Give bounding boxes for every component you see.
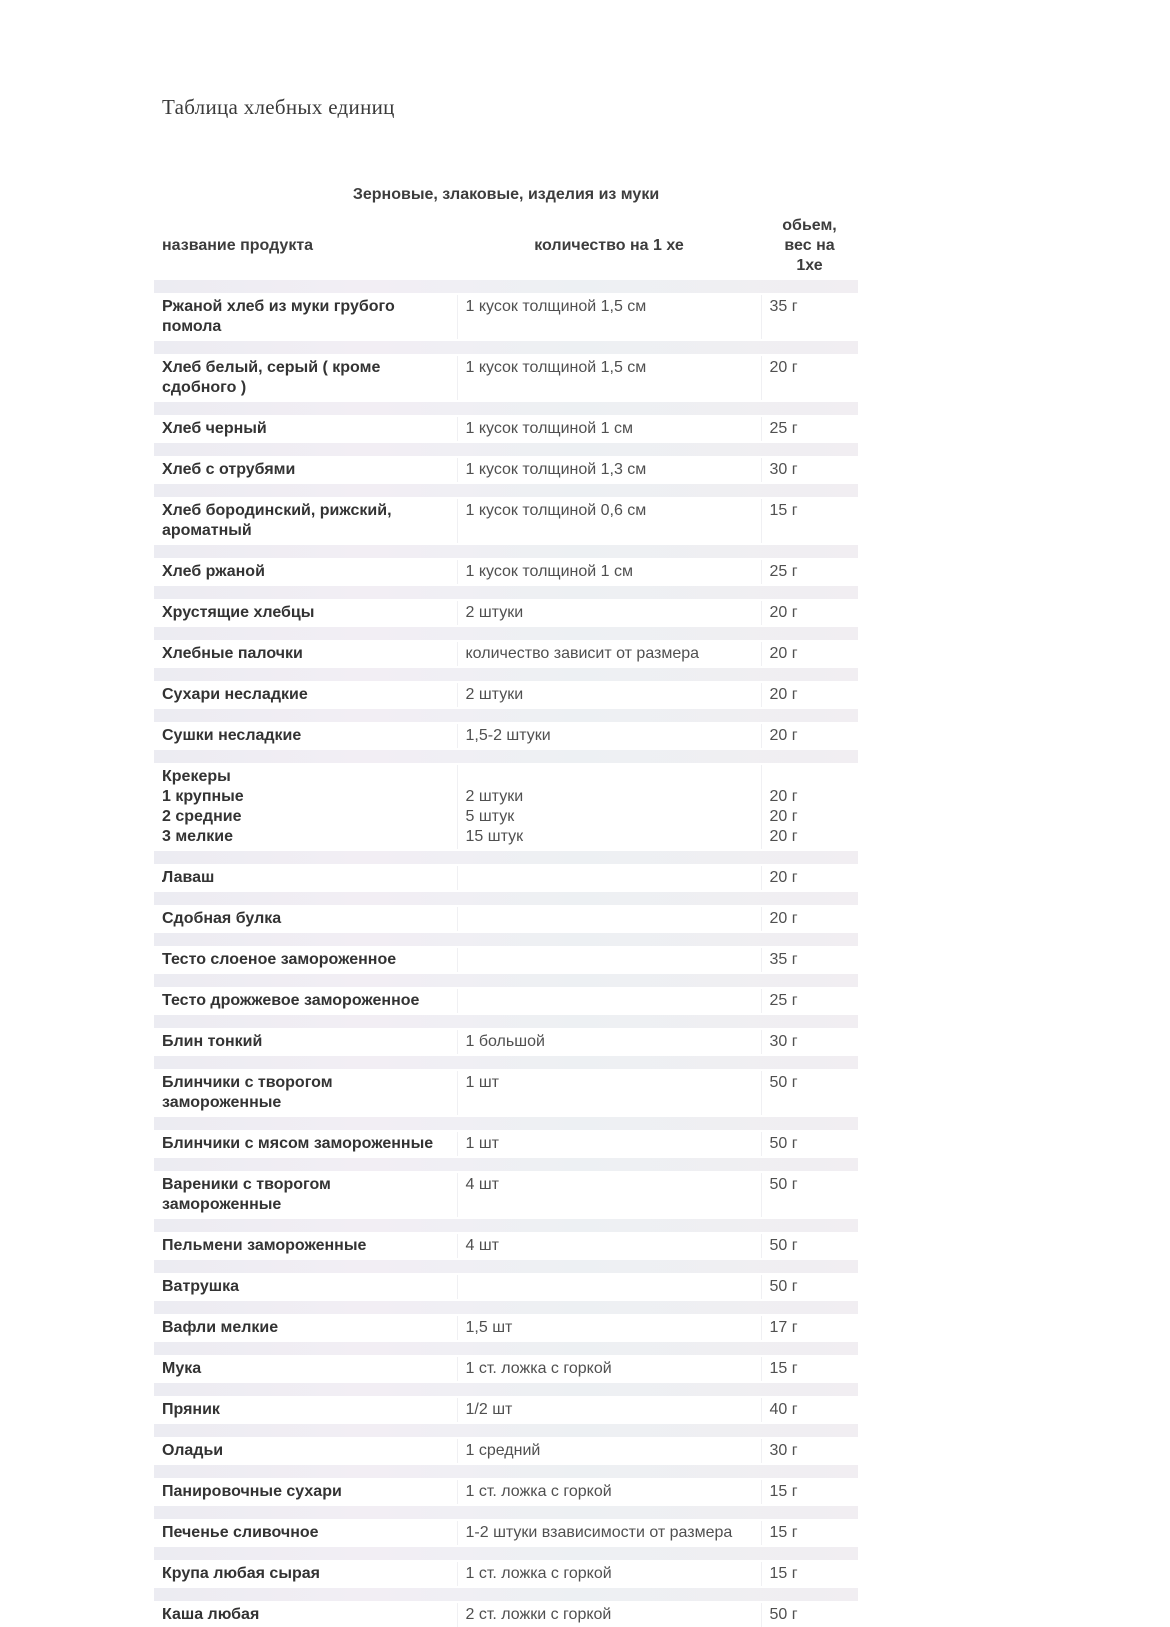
amount-cell-line: 1 большой (465, 1033, 545, 1050)
row-separator (154, 1217, 858, 1234)
product-name-cell (154, 1173, 457, 1217)
table-row (154, 907, 858, 931)
product-name-cell (154, 948, 457, 972)
amount-cell (457, 1357, 761, 1381)
row-separator (154, 584, 858, 601)
weight-cell (761, 866, 858, 890)
row-separator (154, 543, 858, 560)
column-header-weight (761, 214, 858, 278)
row-separator (154, 400, 858, 417)
weight-cell-line: 50 г (769, 1606, 798, 1623)
weight-cell-line: 20 г (769, 645, 798, 662)
amount-cell (457, 1562, 761, 1586)
amount-cell (457, 1132, 761, 1156)
amount-cell-line: 1 кусок толщиной 1 см (465, 420, 633, 437)
product-name-cell-line: Блинчики с творогом (162, 1074, 333, 1091)
row-separator (154, 890, 858, 907)
row-separator (154, 1463, 858, 1480)
amount-cell (457, 499, 761, 543)
weight-cell-line: 50 г (769, 1176, 798, 1193)
table-row (154, 866, 858, 890)
row-separator (154, 1586, 858, 1603)
weight-cell-line: 30 г (769, 1033, 798, 1050)
row-separator (154, 1115, 858, 1132)
product-name-cell-line: Сушки несладкие (162, 727, 302, 744)
weight-cell (761, 907, 858, 931)
table-row (154, 1521, 858, 1545)
product-name-cell (154, 458, 457, 482)
amount-cell (457, 560, 761, 584)
amount-cell-line (466, 868, 761, 888)
bread-units-table (154, 176, 858, 1627)
product-name-cell-line: Оладьи (162, 1442, 224, 1459)
weight-cell (761, 989, 858, 1013)
weight-cell-line: 50 г (769, 1074, 798, 1091)
table-row (154, 1316, 858, 1340)
product-name-cell (154, 1398, 457, 1422)
amount-cell (457, 642, 761, 666)
amount-cell-line: 1,5 шт (465, 1319, 513, 1336)
weight-cell-line: 15 г (769, 1524, 798, 1541)
amount-cell-line (466, 950, 761, 970)
amount-cell-line: 2 ст. ложки с горкой (465, 1606, 612, 1623)
page-title: Таблица хлебных единиц (162, 95, 395, 119)
product-name-cell (154, 1071, 457, 1115)
product-name-cell (154, 1357, 457, 1381)
product-name-cell-line: Мука (162, 1360, 202, 1377)
weight-cell (761, 724, 858, 748)
product-name-cell-line: Крекеры (162, 768, 231, 785)
product-name-cell (154, 295, 457, 339)
weight-cell (761, 601, 858, 625)
amount-cell (457, 683, 761, 707)
weight-cell-line: 20 г (769, 808, 798, 825)
amount-cell (457, 1603, 761, 1627)
weight-cell-line: 25 г (769, 420, 798, 437)
weight-cell (761, 1521, 858, 1545)
product-name-cell (154, 765, 457, 849)
weight-cell (761, 560, 858, 584)
amount-cell (457, 458, 761, 482)
amount-cell (457, 417, 761, 441)
product-name-cell (154, 1316, 457, 1340)
amount-cell-line (466, 767, 761, 787)
weight-cell (761, 1603, 858, 1627)
amount-cell (457, 601, 761, 625)
product-name-cell-line: Сдобная булка (162, 910, 282, 927)
row-separator (154, 625, 858, 642)
amount-cell-line: 4 шт (465, 1237, 500, 1254)
weight-cell (761, 1132, 858, 1156)
weight-cell (761, 642, 858, 666)
table-row (154, 1603, 858, 1627)
weight-cell (761, 765, 858, 849)
row-separator (154, 1381, 858, 1398)
weight-cell-line: 25 г (769, 992, 798, 1009)
table-row (154, 1071, 858, 1115)
product-name-cell-line: Хрустящие хлебцы (162, 604, 315, 621)
amount-cell-line: 1 кусок толщиной 1,3 см (465, 461, 647, 478)
row-separator (154, 1340, 858, 1357)
product-name-cell-line: Крупа любая сырая (162, 1565, 320, 1582)
row-separator (154, 1504, 858, 1521)
weight-cell (761, 1439, 858, 1463)
row-separator (154, 1422, 858, 1439)
table-row (154, 1173, 858, 1217)
product-name-cell-line: 3 мелкие (162, 828, 233, 845)
amount-cell-line: 1 кусок толщиной 1,5 см (465, 298, 647, 315)
row-separator (154, 972, 858, 989)
amount-cell (457, 1398, 761, 1422)
weight-cell-line: 15 г (769, 502, 798, 519)
amount-cell (457, 1521, 761, 1545)
weight-cell-line: 30 г (769, 461, 798, 478)
amount-cell-line: 1 кусок толщиной 0,6 см (465, 502, 647, 519)
table-row (154, 683, 858, 707)
weight-cell (761, 417, 858, 441)
amount-cell (457, 1439, 761, 1463)
product-name-cell (154, 642, 457, 666)
weight-cell (761, 1480, 858, 1504)
column-header-weight-line: 1хе (796, 257, 823, 274)
section-title: Зерновые, злаковые, изделия из муки (352, 186, 660, 203)
amount-cell (457, 1316, 761, 1340)
table-row (154, 765, 858, 849)
row-separator (154, 1258, 858, 1275)
product-name-cell (154, 1603, 457, 1627)
product-name-cell (154, 907, 457, 931)
amount-cell-line (466, 991, 761, 1011)
weight-cell-line: 20 г (769, 788, 798, 805)
weight-cell-line: 25 г (769, 563, 798, 580)
amount-cell (457, 1480, 761, 1504)
weight-cell (761, 948, 858, 972)
amount-cell-line: 1 средний (465, 1442, 541, 1459)
product-name-cell (154, 1562, 457, 1586)
amount-cell-line: 1 ст. ложка с горкой (465, 1483, 612, 1500)
weight-cell (761, 1275, 858, 1299)
amount-cell-line: 2 штуки (465, 604, 524, 621)
weight-cell-line: 50 г (769, 1237, 798, 1254)
product-name-cell (154, 1521, 457, 1545)
product-name-cell-line: Вареники с творогом (162, 1176, 331, 1193)
product-name-cell-line: Ватрушка (162, 1278, 239, 1295)
amount-cell (457, 1173, 761, 1217)
product-name-cell-line: Хлебные палочки (162, 645, 303, 662)
table-row (154, 560, 858, 584)
row-separator (154, 1156, 858, 1173)
weight-cell (761, 1071, 858, 1115)
amount-cell-line: 1,5-2 штуки (465, 727, 551, 744)
weight-cell-line: 35 г (769, 298, 798, 315)
product-name-cell-line: Тесто слоеное замороженное (162, 951, 397, 968)
column-header-name: название продукта (162, 237, 314, 254)
section-header-row (154, 176, 858, 214)
weight-cell (761, 1357, 858, 1381)
weight-cell (761, 458, 858, 482)
product-name-cell-line: Ржаной хлеб из муки грубого (162, 298, 395, 315)
product-name-cell-line: помола (162, 318, 222, 335)
amount-cell-line: 1/2 шт (465, 1401, 513, 1418)
row-separator (154, 666, 858, 683)
table-row (154, 1480, 858, 1504)
weight-cell-line: 15 г (769, 1565, 798, 1582)
weight-cell-line: 20 г (769, 869, 798, 886)
weight-cell-line: 50 г (769, 1135, 798, 1152)
table-row (154, 948, 858, 972)
weight-cell-line: 40 г (769, 1401, 798, 1418)
product-name-cell-line: Пряник (162, 1401, 220, 1418)
amount-cell (457, 765, 761, 849)
weight-cell-line: 20 г (769, 910, 798, 927)
product-name-cell (154, 1030, 457, 1054)
amount-cell (457, 866, 761, 890)
amount-cell-line (466, 1277, 761, 1297)
weight-cell (761, 1234, 858, 1258)
table-row (154, 417, 858, 441)
amount-cell-line: 15 штук (465, 828, 524, 845)
column-header-amount: количество на 1 хе (534, 237, 684, 254)
amount-cell (457, 1030, 761, 1054)
weight-cell-line: 20 г (769, 359, 798, 376)
weight-cell-line: 30 г (769, 1442, 798, 1459)
product-name-cell-line: Хлеб ржаной (162, 563, 265, 580)
table-row (154, 1275, 858, 1299)
weight-cell-line: 15 г (769, 1360, 798, 1377)
product-name-cell-line: Панировочные сухари (162, 1483, 342, 1500)
product-name-cell (154, 417, 457, 441)
product-name-cell-line: 1 крупные (162, 788, 244, 805)
table-row (154, 1439, 858, 1463)
product-name-cell-line: Блин тонкий (162, 1033, 263, 1050)
amount-cell-line: 1 кусок толщиной 1,5 см (465, 359, 647, 376)
weight-cell-line: 35 г (769, 951, 798, 968)
weight-cell-line (770, 767, 859, 787)
weight-cell (761, 1562, 858, 1586)
amount-cell-line: 4 шт (465, 1176, 500, 1193)
weight-cell (761, 683, 858, 707)
product-name-cell-line: Тесто дрожжевое замороженное (162, 992, 420, 1009)
table-row (154, 1030, 858, 1054)
amount-cell-line: 1-2 штуки взависимости от размера (465, 1524, 733, 1541)
product-name-cell-line: замороженные (162, 1196, 282, 1213)
product-name-cell (154, 499, 457, 543)
amount-cell (457, 907, 761, 931)
product-name-cell (154, 1234, 457, 1258)
weight-cell-line: 20 г (769, 828, 798, 845)
amount-cell-line: 1 шт (465, 1135, 500, 1152)
product-name-cell-line: Вафли мелкие (162, 1319, 279, 1336)
amount-cell-line: количество зависит от размера (465, 645, 700, 662)
product-name-cell (154, 560, 457, 584)
row-separator (154, 849, 858, 866)
product-name-cell (154, 1480, 457, 1504)
table-row (154, 724, 858, 748)
amount-cell-line (466, 909, 761, 929)
table-row (154, 601, 858, 625)
table-row (154, 295, 858, 339)
product-name-cell-line: Блинчики с мясом замороженные (162, 1135, 434, 1152)
amount-cell-line: 1 шт (465, 1074, 500, 1091)
row-separator (154, 339, 858, 356)
table-row (154, 1398, 858, 1422)
table-row (154, 642, 858, 666)
product-name-cell (154, 356, 457, 400)
product-name-cell-line: Пельмени замороженные (162, 1237, 367, 1254)
amount-cell-line: 2 штуки (465, 788, 524, 805)
table-row (154, 1357, 858, 1381)
product-name-cell-line: Хлеб черный (162, 420, 267, 437)
weight-cell-line: 50 г (769, 1278, 798, 1295)
amount-cell (457, 1071, 761, 1115)
row-separator (154, 441, 858, 458)
product-name-cell (154, 601, 457, 625)
table-row (154, 1132, 858, 1156)
table-row (154, 499, 858, 543)
amount-cell (457, 295, 761, 339)
amount-cell-line: 1 ст. ложка с горкой (465, 1360, 612, 1377)
column-header-row (154, 214, 858, 278)
row-separator (154, 1054, 858, 1071)
product-name-cell-line: Хлеб с отрубями (162, 461, 296, 478)
weight-cell-line: 20 г (769, 686, 798, 703)
product-name-cell-line: сдобного ) (162, 379, 247, 396)
product-name-cell-line: ароматный (162, 522, 252, 539)
weight-cell (761, 1398, 858, 1422)
product-name-cell-line: замороженные (162, 1094, 282, 1111)
product-name-cell-line: Хлеб бородинский, рижский, (162, 502, 392, 519)
row-separator (154, 931, 858, 948)
weight-cell (761, 1030, 858, 1054)
product-name-cell-line: Печенье сливочное (162, 1524, 319, 1541)
weight-cell (761, 295, 858, 339)
weight-cell-line: 20 г (769, 727, 798, 744)
weight-cell-line: 17 г (769, 1319, 798, 1336)
weight-cell-line: 20 г (769, 604, 798, 621)
product-name-cell (154, 866, 457, 890)
row-separator (154, 482, 858, 499)
product-name-cell (154, 683, 457, 707)
product-name-cell (154, 1439, 457, 1463)
product-name-cell-line: Хлеб белый, серый ( кроме (162, 359, 381, 376)
amount-cell-line: 5 штук (465, 808, 515, 825)
product-name-cell-line: 2 средние (162, 808, 242, 825)
row-separator (154, 748, 858, 765)
amount-cell (457, 1234, 761, 1258)
table-row (154, 356, 858, 400)
amount-cell-line: 1 ст. ложка с горкой (465, 1565, 612, 1582)
weight-cell (761, 499, 858, 543)
weight-cell (761, 356, 858, 400)
row-separator (154, 278, 858, 295)
product-name-cell-line: Лаваш (162, 869, 215, 886)
row-separator (154, 1013, 858, 1030)
product-name-cell-line: Каша любая (162, 1606, 260, 1623)
amount-cell (457, 989, 761, 1013)
amount-cell (457, 724, 761, 748)
amount-cell (457, 1275, 761, 1299)
product-name-cell (154, 1132, 457, 1156)
amount-cell-line: 2 штуки (465, 686, 524, 703)
weight-cell (761, 1316, 858, 1340)
row-separator (154, 1545, 858, 1562)
product-name-cell (154, 989, 457, 1013)
product-name-cell (154, 724, 457, 748)
amount-cell (457, 948, 761, 972)
amount-cell-line: 1 кусок толщиной 1 см (465, 563, 633, 580)
weight-cell-line: 15 г (769, 1483, 798, 1500)
column-header-weight-line: вес на (784, 237, 835, 254)
amount-cell (457, 356, 761, 400)
row-separator (154, 707, 858, 724)
product-name-cell (154, 1275, 457, 1299)
table-row (154, 1234, 858, 1258)
column-header-weight-line: обьем, (782, 217, 837, 234)
table-row (154, 989, 858, 1013)
row-separator (154, 1299, 858, 1316)
weight-cell (761, 1173, 858, 1217)
table-row (154, 458, 858, 482)
table-row (154, 1562, 858, 1586)
product-name-cell-line: Сухари несладкие (162, 686, 308, 703)
